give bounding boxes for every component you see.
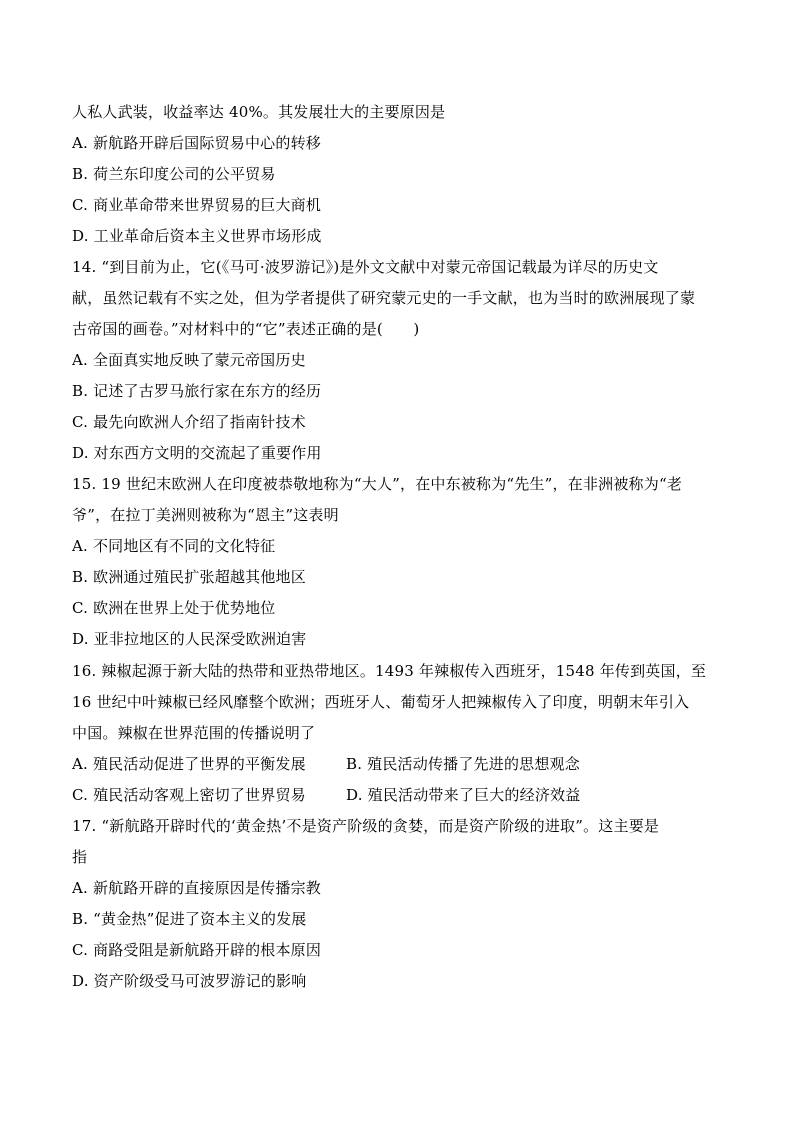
q17-option-b: B. “黄金热”促进了资本主义的发展 <box>72 910 307 928</box>
q17-stem-line-2: 指 <box>72 848 88 866</box>
q17-stem-line-1: 17. “新航路开辟时代的‘黄金热’不是资产阶级的贪婪，而是资产阶级的进取”。这主要是 <box>72 817 660 835</box>
q16-option-d: D. 殖民活动带来了巨大的经济效益 <box>346 786 581 804</box>
q13-option-b: B. 荷兰东印度公司的公平贸易 <box>72 165 276 183</box>
q15-option-d: D. 亚非拉地区的人民深受欧洲迫害 <box>72 630 307 648</box>
q14-option-d: D. 对东西方文明的交流起了重要作用 <box>72 444 322 462</box>
q16-option-c: C. 殖民活动客观上密切了世界贸易 <box>72 786 306 804</box>
q14-stem-line-2: 献，虽然记载有不实之处，但为学者提供了研究蒙元史的一手文献，也为当时的欧洲展现了蒙 <box>72 289 696 307</box>
q17-option-a: A. 新航路开辟的直接原因是传播宗教 <box>72 879 321 897</box>
q16-option-row-2 <box>72 785 581 805</box>
q13-option-d: D. 工业革命后资本主义世界市场形成 <box>72 227 322 245</box>
q16-stem-line-1: 16. 辣椒起源于新大陆的热带和亚热带地区。1493 年辣椒传入西班牙，1548 年传到英国，至 <box>72 662 707 680</box>
q14-stem-line-3: 古帝国的画卷。”对材料中的“它”表述正确的是( ) <box>72 320 420 338</box>
q13-option-c: C. 商业革命带来世界贸易的巨大商机 <box>72 196 322 214</box>
q16-stem-line-2: 16 世纪中叶辣椒已经风靡整个欧洲；西班牙人、葡萄牙人把辣椒传入了印度，明朝末年引入 <box>72 693 690 711</box>
q14-option-a: A. 全面真实地反映了蒙元帝国历史 <box>72 351 306 369</box>
q16-option-b: B. 殖民活动传播了先进的思想观念 <box>346 755 580 773</box>
q15-stem-line-1: 15. 19 世纪末欧洲人在印度被恭敬地称为“大人”，在中东被称为“先生”，在非洲被称为“老 <box>72 475 683 493</box>
q14-option-b: B. 记述了古罗马旅行家在东方的经历 <box>72 382 322 400</box>
q15-stem-line-2: 爷”，在拉丁美洲则被称为“恩主”这表明 <box>72 506 339 524</box>
q14-stem-line-1: 14. “到目前为止，它(《马可·波罗游记》)是外文文献中对蒙元帝国记载最为详尽的历史文 <box>72 258 659 276</box>
q16-option-row-1 <box>72 754 580 774</box>
q15-option-b: B. 欧洲通过殖民扩张超越其他地区 <box>72 568 306 586</box>
q16-stem-line-3: 中国。辣椒在世界范围的传播说明了 <box>72 724 316 742</box>
q17-option-d: D. 资产阶级受马可波罗游记的影响 <box>72 972 307 990</box>
q16-option-a: A. 殖民活动促进了世界的平衡发展 <box>72 755 306 773</box>
q14-option-c: C. 最先向欧洲人介绍了指南针技术 <box>72 413 306 431</box>
q15-option-c: C. 欧洲在世界上处于优势地位 <box>72 599 276 617</box>
q17-option-c: C. 商路受阻是新航路开辟的根本原因 <box>72 941 322 959</box>
q15-option-a: A. 不同地区有不同的文化特征 <box>72 537 276 555</box>
q13-stem-tail: 人私人武装，收益率达 40%。其发展壮大的主要原因是 <box>72 103 446 121</box>
q13-option-a: A. 新航路开辟后国际贸易中心的转移 <box>72 134 321 152</box>
